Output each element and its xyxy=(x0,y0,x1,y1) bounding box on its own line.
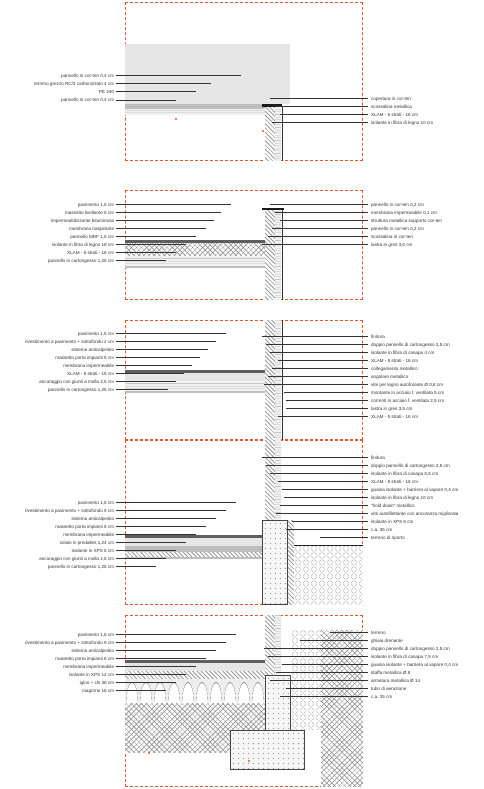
label: massetto porta impianti 6 cm xyxy=(55,656,114,661)
label: doppio pannello di cartongesso 2,5 cm xyxy=(371,342,450,347)
label: scossalina metallica xyxy=(371,104,412,109)
leader xyxy=(262,336,368,337)
leader xyxy=(270,352,368,353)
label: XLAM - 5 strati - 16 cm xyxy=(67,250,114,255)
leader xyxy=(116,381,176,382)
leader xyxy=(116,373,184,374)
section-2-wall-insulation xyxy=(265,210,275,300)
section-2-xlam xyxy=(125,256,275,266)
label: guaina isolante + barriera al vapore 0,4 cm xyxy=(371,662,459,667)
leader xyxy=(116,75,241,76)
section-5-soil xyxy=(321,630,363,787)
leader xyxy=(275,106,368,107)
label: doppio pannello di cartongesso 2,5 cm xyxy=(371,463,450,468)
leader xyxy=(300,640,368,641)
leader xyxy=(284,392,368,393)
leader xyxy=(116,634,236,635)
section-1-wall-insulation xyxy=(265,107,275,161)
leader xyxy=(116,236,196,237)
section-1-sky-panel xyxy=(125,44,290,104)
leader xyxy=(266,344,368,345)
leader xyxy=(116,83,211,84)
label: correnti in acciaio f. ventilata 2,5 cm xyxy=(371,398,445,403)
label: sistema anticalpestio xyxy=(71,648,114,653)
leader xyxy=(116,666,196,667)
leader xyxy=(116,518,216,519)
label: magrone 15 cm xyxy=(82,688,114,693)
leader xyxy=(116,220,214,221)
label: pavimento 1,5 cm xyxy=(77,331,114,336)
label: tubo di aerazione xyxy=(371,686,407,691)
label: membrana impermeabile xyxy=(63,363,114,368)
leader xyxy=(116,558,166,559)
leader xyxy=(116,341,216,342)
section-4-ground-line xyxy=(294,545,363,546)
leader xyxy=(275,212,368,213)
leader xyxy=(116,534,196,535)
leader xyxy=(268,236,368,237)
leader xyxy=(286,408,368,409)
leader xyxy=(116,244,186,245)
label: pavimento 1,5 cm xyxy=(77,202,114,207)
leader xyxy=(116,542,186,543)
section-5-screed xyxy=(125,663,265,671)
leader xyxy=(276,513,368,514)
label: XLAM - 5 strati - 16 cm xyxy=(371,479,418,484)
leader xyxy=(284,497,368,498)
label: rivestimento a pavimento + sottofondo 2 cm xyxy=(25,339,114,344)
section-2-ceiling xyxy=(125,266,265,268)
label: ghiaia drenante xyxy=(371,638,403,643)
label: c.a. 35 cm xyxy=(371,527,393,532)
leader xyxy=(116,260,166,261)
leader xyxy=(116,100,176,101)
label: finitura xyxy=(371,334,385,339)
leader xyxy=(320,537,368,538)
leader xyxy=(268,656,368,657)
leader xyxy=(278,416,368,417)
section-3-right-labels xyxy=(371,334,450,419)
label: pannello in cor-ten 0,2 cm xyxy=(61,97,114,102)
leader xyxy=(116,365,192,366)
label: pannello in cartongesso 1,25 cm xyxy=(47,258,114,263)
leader xyxy=(266,465,368,466)
leader xyxy=(280,505,368,506)
label: XLAM - 5 strati - 16 cm xyxy=(371,414,418,419)
leader xyxy=(116,550,176,551)
leader xyxy=(116,510,226,511)
label: isolante in fibra di canapa 4 cm xyxy=(371,350,435,355)
leader xyxy=(116,333,226,334)
label: isolante in fibra di canapa 7,5 cm xyxy=(371,654,439,659)
label: isolante in XPS 12 cm xyxy=(69,672,114,677)
leader xyxy=(116,357,200,358)
leader xyxy=(272,228,368,229)
leader xyxy=(278,481,368,482)
leader xyxy=(116,349,208,350)
leader xyxy=(268,376,368,377)
label: copertura in cor-ten xyxy=(371,96,411,101)
label: PE 240 xyxy=(98,89,114,94)
label: armatura metallica Ø 14 xyxy=(371,678,421,683)
section-1-left-labels xyxy=(34,73,114,102)
label: membrana impermeabile xyxy=(63,532,114,537)
label: lastra in gres 3,5 cm xyxy=(371,242,413,247)
leader xyxy=(272,122,368,123)
leader xyxy=(270,680,368,681)
leader xyxy=(116,91,196,92)
section-1-wall-xlam xyxy=(275,107,281,161)
leader xyxy=(264,648,368,649)
label: montante in acciaio f. ventilata 5 cm xyxy=(371,390,445,395)
leader xyxy=(270,204,368,205)
leader xyxy=(116,228,206,229)
leader xyxy=(330,632,368,633)
label: rivestimento a pavimento + sottofondo 9 cm xyxy=(25,508,114,513)
leader xyxy=(276,672,368,673)
label: impermeabilizzante bituminosa xyxy=(50,218,114,223)
leader xyxy=(270,98,368,99)
leader xyxy=(116,682,176,683)
leader xyxy=(116,502,236,503)
label: membrana impermeabile 0,1 cm xyxy=(371,210,437,215)
leader xyxy=(116,389,168,390)
leader xyxy=(264,384,368,385)
section-2-wall-xlam xyxy=(275,210,281,300)
leader xyxy=(116,204,231,205)
leader xyxy=(280,696,368,697)
section-5-left-labels xyxy=(25,632,114,693)
label: membrana impermeabile xyxy=(63,664,114,669)
label: sistema anticalpestio xyxy=(71,347,114,352)
leader xyxy=(116,674,186,675)
label: ancoraggio con giunti a molla 2,5 cm xyxy=(39,556,114,561)
section-3-wall-line xyxy=(282,320,283,440)
section-2-insulation xyxy=(125,243,265,256)
section-1-right-labels xyxy=(371,96,433,125)
leader xyxy=(272,368,368,369)
leader xyxy=(116,252,176,253)
leader xyxy=(116,650,216,651)
section-5-right-labels xyxy=(371,630,458,699)
section-4-fill-soil xyxy=(294,545,363,605)
label: XLAM - 5 strati - 16 cm xyxy=(371,112,418,117)
label: doppio pannello di cartongesso 2,5 cm xyxy=(371,646,450,651)
leader xyxy=(116,526,206,527)
label: angolare metallico xyxy=(371,374,409,379)
section-4-wall-xlam xyxy=(275,440,281,520)
label: terreno di riporto xyxy=(371,535,405,540)
leader xyxy=(286,529,368,530)
section-2-left-labels xyxy=(48,202,114,263)
label: isolante in fibra di legno 10 cm xyxy=(371,495,434,500)
leader xyxy=(292,521,368,522)
label: terreno grezzo RC/3 carbonizzato 4 cm xyxy=(34,81,114,86)
label: terreno xyxy=(371,630,386,635)
section-5-xps xyxy=(125,671,265,679)
section-4-wall-insulation xyxy=(265,440,275,520)
label: massetto porta impianti 6 cm xyxy=(55,524,114,529)
section-4-left-labels xyxy=(25,500,114,569)
label: pannello MDF 1,5 cm xyxy=(70,234,114,239)
label: pannello in cartongesso 1,25 cm xyxy=(47,564,114,569)
label: staffa metallica Ø 8 xyxy=(371,670,411,675)
leader xyxy=(116,690,166,691)
leader xyxy=(270,473,368,474)
label: lastra in gres 3,5 cm xyxy=(371,406,413,411)
label: pavimento 1,5 cm xyxy=(77,500,114,505)
section-3-wall-xlam xyxy=(275,320,281,440)
label: pannello in cor-ten 0,2 cm xyxy=(371,202,424,207)
label: rivestimento a pavimento + sottofondo 9 cm xyxy=(25,640,114,645)
label: "hold down" metallico xyxy=(371,503,415,508)
label: massetto livellante 5 cm xyxy=(64,210,114,215)
label: XLAM - 5 strati - 16 cm xyxy=(371,358,418,363)
section-3-screed xyxy=(125,373,265,381)
section-1-wall-line xyxy=(282,107,283,161)
label: igloo + cls 38 cm xyxy=(79,680,114,685)
leader xyxy=(262,244,368,245)
section-2-parapet-cap xyxy=(262,208,284,210)
label: struttura metallica supporto cor-ten xyxy=(371,218,442,223)
label: isolante in XPS 6 cm xyxy=(371,519,414,524)
section-3-left-labels xyxy=(25,331,114,392)
leader xyxy=(286,400,368,401)
label: scossalina in cor-ten xyxy=(371,234,413,239)
leader xyxy=(286,688,368,689)
leader xyxy=(116,658,206,659)
leader xyxy=(278,360,368,361)
label: vite autofilettante con ancoranza migliorata xyxy=(371,511,459,516)
section-2-wall-line xyxy=(282,210,283,300)
label: guaina isolante + barriera al vapore 0,4 cm xyxy=(371,487,459,492)
label: sistema anticalpestio xyxy=(71,516,114,521)
section-2-right-labels xyxy=(371,202,442,247)
label: vite per legno autoforante Ø 0,8 cm xyxy=(371,382,444,387)
leader xyxy=(116,566,156,567)
leader xyxy=(116,212,221,213)
section-5-footing xyxy=(230,730,305,770)
section-5-wall-insulation xyxy=(265,615,275,675)
leader xyxy=(116,642,226,643)
label: isolante in XPS 5 cm xyxy=(71,548,114,553)
label: massetto porta impianti 6 cm xyxy=(55,355,114,360)
section-4-right-labels xyxy=(371,455,458,540)
label: solaio in predalles 1,24 cm xyxy=(59,540,114,545)
section-1-roof-xlam xyxy=(125,109,265,115)
label: c.a. 35 cm xyxy=(371,694,393,699)
leader xyxy=(282,664,368,665)
section-3-ceiling xyxy=(125,391,265,393)
leader xyxy=(280,220,368,221)
section-5-wall-xlam xyxy=(275,615,281,675)
label: isolante in fibra di legno 18 cm xyxy=(51,242,114,247)
section-3-wall-insulation xyxy=(265,320,275,440)
label: isolante in fibra di canapa 6,5 cm xyxy=(371,471,439,476)
label: pavimento 1,5 cm xyxy=(77,632,114,637)
label: XLAM - 5 strati - 16 cm xyxy=(67,371,114,376)
section-4-foundation-wall xyxy=(262,520,288,605)
label: isolante in fibra di legno 10 cm xyxy=(371,120,434,125)
label: ancoraggio con giunti a molla 2,5 cm xyxy=(39,379,114,384)
label: pannello in cor-ten 0,2 cm xyxy=(61,73,114,78)
label: pannello in cartongesso 1,25 cm xyxy=(47,387,114,392)
label: membrana traspirante xyxy=(69,226,114,231)
label: pannello in cor-ten 0,2 cm xyxy=(371,226,424,231)
section-5-igloo xyxy=(125,679,265,703)
leader xyxy=(282,489,368,490)
label: collegamento metallico xyxy=(371,366,418,371)
label: finitura xyxy=(371,455,385,460)
leader xyxy=(262,457,368,458)
leader xyxy=(280,114,368,115)
